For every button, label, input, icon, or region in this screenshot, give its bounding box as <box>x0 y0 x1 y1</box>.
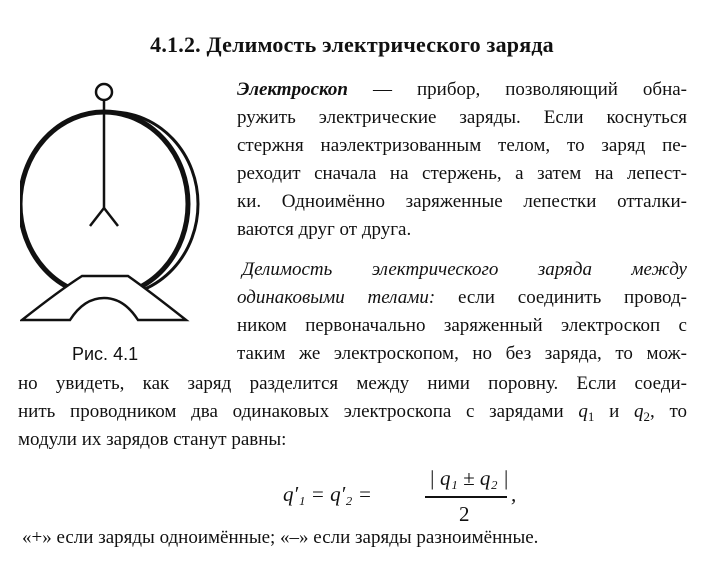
p2-line-2: одинаковыми телами: если соединить провод- <box>237 287 688 308</box>
p1-line-6: ваются друг от друга. <box>237 219 412 240</box>
formula-tail: , <box>511 482 517 506</box>
p1-line-1: Электроскоп — прибор, позволяющий обна- <box>237 79 687 100</box>
sign-note: «+» если заряды одноимённые; «–» если заряды разноимённые. <box>22 527 539 548</box>
p2-line-7: модули их зарядов станут равны: <box>18 429 287 450</box>
p2-line-5: но увидеть, как заряд разделится между ними поровну. Если соеди- <box>18 373 687 394</box>
p1-line-2: ружить электрические заряды. Если коснуться <box>237 107 687 128</box>
electroscope-knob <box>96 84 112 100</box>
figure-caption: Рис. 4.1 <box>72 344 139 364</box>
term-electroscope: Электроскоп <box>237 79 348 100</box>
formula-denominator: 2 <box>459 502 470 526</box>
formula-lhs: q′₁ = q′₂ = <box>283 482 372 506</box>
section-title: 4.1.2. Делимость электрического заряда <box>150 32 554 57</box>
electroscope-figure <box>20 78 210 338</box>
p2-line-1 <box>242 256 687 284</box>
fraction-bar <box>425 496 507 498</box>
p2-line-6: нить проводником два одинаковых электроскопа с зарядами $q_1$ и $q_2$, то <box>18 401 687 424</box>
p2-line-3: ником первоначально заряженный электроскоп с <box>237 315 687 336</box>
p1-line-4: реходит сначала на стержень, а затем на лепест- <box>237 163 687 184</box>
p1-line-3: стержня наэлектризованным телом, то заряд пе- <box>237 135 687 156</box>
electroscope-stand <box>22 276 186 320</box>
p1-line-5: ки. Одноимённо заряженные лепестки отталки- <box>237 191 687 212</box>
term-divisibility: Делимость электрического заряда между <box>242 259 687 280</box>
formula-numerator: | q₁ ± q₂ | <box>429 466 509 490</box>
p2-line-4: таким же электроскопом, но без заряда, то мож- <box>237 343 687 364</box>
